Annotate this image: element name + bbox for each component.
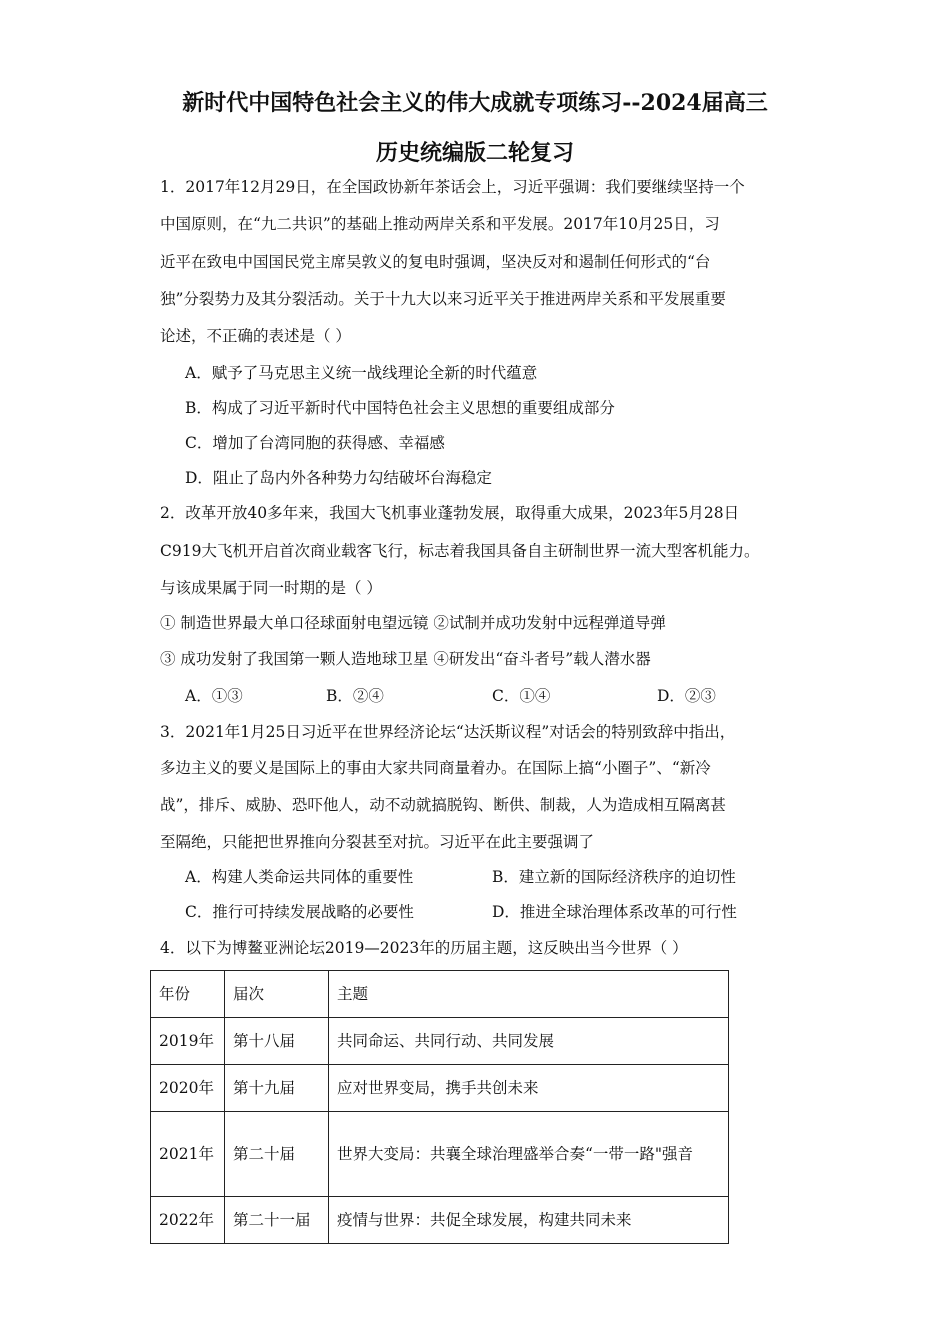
table-cell-year: 2019年 <box>151 1018 225 1065</box>
table-row <box>151 1112 729 1197</box>
table-cell-theme: 世界大变局：共襄全球治理盛举合奏“一带一路"强音 <box>329 1112 729 1197</box>
table-header-cell: 届次 <box>225 971 329 1018</box>
forum-theme-table <box>150 970 729 1244</box>
page-title-line1: 新时代中国特色社会主义的伟大成就专项练习--2024届高三 <box>182 90 768 116</box>
q2-stem-line: 2．改革开放40多年来，我国大飞机事业蓬勃发展，取得重大成果，2023年5月28日 <box>160 504 740 522</box>
q2-option-c[interactable]: C．①④ <box>492 687 551 705</box>
q3-stem-line: 多边主义的要义是国际上的事由大家共同商量着办。在国际上搞“小圈子”、“新冷 <box>160 759 711 777</box>
q3-option-b[interactable]: B．建立新的国际经济秩序的迫切性 <box>492 868 736 886</box>
q2-choice-line: ① 制造世界最大单口径球面射电望远镜 ②试制并成功发射中远程弹道导弹 <box>160 614 666 632</box>
q2-option-b[interactable]: B．②④ <box>326 687 384 705</box>
table-header-cell: 主题 <box>329 971 729 1018</box>
table-cell-session: 第二十一届 <box>225 1197 329 1244</box>
q3-option-d[interactable]: D．推进全球治理体系改革的可行性 <box>492 903 737 921</box>
q1-option-b[interactable]: B．构成了习近平新时代中国特色社会主义思想的重要组成部分 <box>185 399 615 417</box>
q3-option-c[interactable]: C．推行可持续发展战略的必要性 <box>185 903 414 921</box>
q3-stem-line: 至隔绝，只能把世界推向分裂甚至对抗。习近平在此主要强调了 <box>160 833 595 851</box>
q1-stem-line: 近平在致电中国国民党主席吴敦义的复电时强调，坚决反对和遏制任何形式的“台 <box>160 253 711 271</box>
table-cell-year: 2021年 <box>151 1112 225 1197</box>
table-cell-session: 第十八届 <box>225 1018 329 1065</box>
table-header-cell: 年份 <box>151 971 225 1018</box>
page-title-line2: 历史统编版二轮复习 <box>375 140 574 166</box>
q2-choice-line: ③ 成功发射了我国第一颗人造地球卫星 ④研发出“奋斗者号”载人潜水器 <box>160 650 651 668</box>
q3-stem-line: 战”，排斥、威胁、恐吓他人，动不动就搞脱钩、断供、制裁，人为造成相互隔离甚 <box>160 796 726 814</box>
table-cell-session: 第二十届 <box>225 1112 329 1197</box>
q1-stem-line: 独”分裂势力及其分裂活动。关于十九大以来习近平关于推进两岸关系和平发展重要 <box>160 290 726 308</box>
q3-option-a[interactable]: A．构建人类命运共同体的重要性 <box>185 868 414 886</box>
q2-option-a[interactable]: A．①③ <box>185 687 243 705</box>
table-cell-theme: 应对世界变局，携手共创未来 <box>329 1065 729 1112</box>
q2-stem-line: C919大飞机开启首次商业载客飞行，标志着我国具备自主研制世界一流大型客机能力。 <box>160 542 760 560</box>
q1-stem-line: 中国原则，在“九二共识”的基础上推动两岸关系和平发展。2017年10月25日，习 <box>160 215 720 233</box>
q3-stem-line: 3．2021年1月25日习近平在世界经济论坛“达沃斯议程”对话会的特别致辞中指出， <box>160 723 736 741</box>
table-cell-theme: 疫情与世界：共促全球发展，构建共同未来 <box>329 1197 729 1244</box>
q2-stem-line: 与该成果属于同一时期的是（ ） <box>160 579 382 597</box>
q4-stem: 4．以下为博鳌亚洲论坛2019—2023年的历届主题，这反映出当今世界（ ） <box>160 939 688 957</box>
q1-option-d[interactable]: D．阻止了岛内外各种势力勾结破坏台海稳定 <box>185 469 492 487</box>
table-row <box>151 1065 729 1112</box>
table-row <box>151 1197 729 1244</box>
table-cell-session: 第十九届 <box>225 1065 329 1112</box>
q1-stem-line: 1．2017年12月29日，在全国政协新年茶话会上，习近平强调：我们要继续坚持一个 <box>160 178 745 196</box>
q2-option-d[interactable]: D．②③ <box>657 687 716 705</box>
q1-option-a[interactable]: A．赋予了马克思主义统一战线理论全新的时代蕴意 <box>185 364 538 382</box>
q1-stem-line: 论述，不正确的表述是（ ） <box>160 327 351 345</box>
table-header-row <box>151 971 729 1018</box>
table-cell-theme: 共同命运、共同行动、共同发展 <box>329 1018 729 1065</box>
q1-option-c[interactable]: C．增加了台湾同胞的获得感、幸福感 <box>185 434 445 452</box>
table-row <box>151 1018 729 1065</box>
table-cell-year: 2020年 <box>151 1065 225 1112</box>
table-cell-year: 2022年 <box>151 1197 225 1244</box>
